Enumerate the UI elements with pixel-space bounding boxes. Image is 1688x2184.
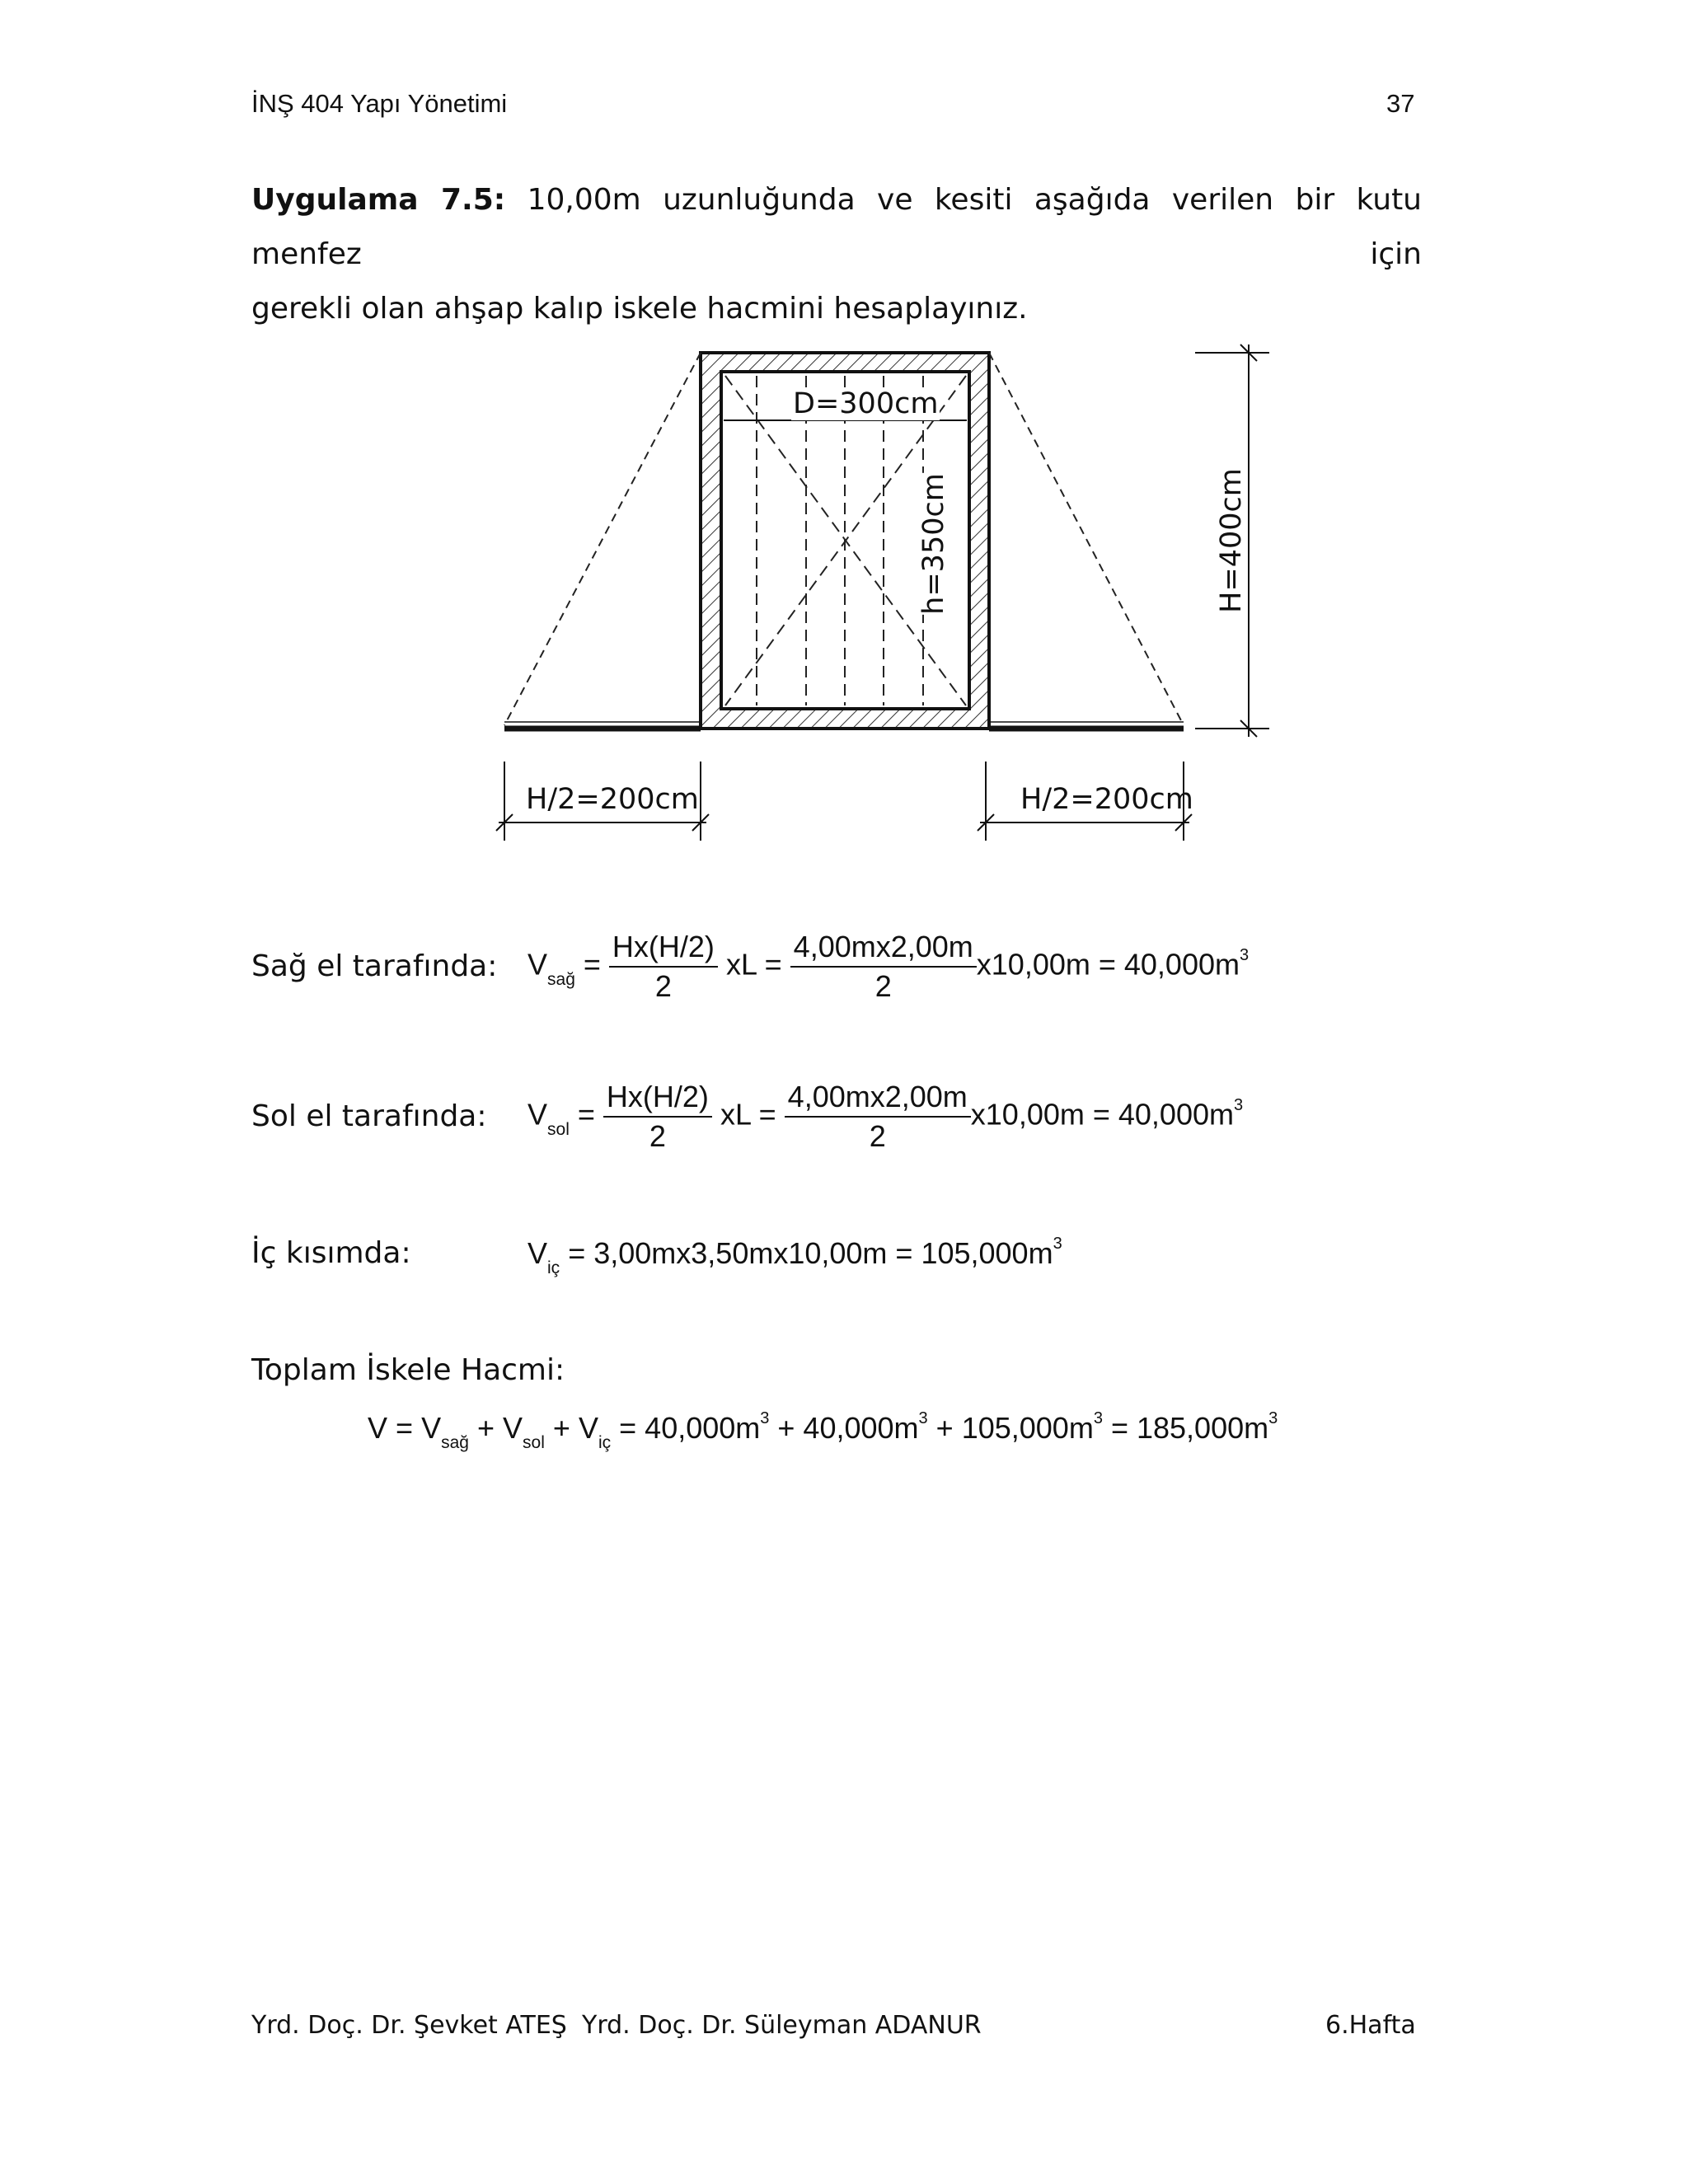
right-base-label: H/2=200cm — [1020, 783, 1193, 816]
footer-author-2: Yrd. Doç. Dr. Süleyman ADANUR — [582, 2011, 982, 2040]
culvert-cross-section-figure — [0, 0, 1688, 907]
problem-text-1: 10,00m uzunluğunda ve kesiti aşağıda verilen bir kutu menfez için — [251, 183, 1422, 271]
width-label: D=300cm — [793, 387, 939, 420]
right-side-equation: $V_{sağ}$ = $\frac{Hx(H/2)}{2}$ xL = $\frac{4,00mx2,00m}{2}$ $x10,00m = 40,000m^3$ — [528, 930, 1250, 1003]
left-fraction-1: $\frac{Hx(H/2)}{2}$ — [603, 1080, 712, 1154]
left-side-equation: $V_{sol}$ = $\frac{Hx(H/2)}{2}$ xL = $\frac{4,00mx2,00m}{2}$ $x10,00m = 40,000m^3$ — [528, 1080, 1244, 1153]
page-number: 37 — [1386, 89, 1415, 118]
footer-week: 6.Hafta — [1325, 2011, 1416, 2040]
total-label: Toplam İskele Hacmi: — [251, 1353, 565, 1387]
problem-label: Uygulama 7.5: — [251, 183, 506, 217]
total-equation: $V = V_{sağ} + V_{sol} + V_{iç} = 40,000m^3 + 40,000m^3 + 105,000m^3 = 185,000m^3$ — [368, 1409, 1278, 1452]
problem-line-2: gerekli olan ahşap kalıp iskele hacmini hesaplayınız. — [251, 292, 1028, 326]
right-side-label: Sağ el tarafında: — [251, 949, 498, 983]
inner-label: İç kısımda: — [251, 1236, 411, 1270]
inner-equation: $V_{iç} = 3,00mx3,50mx10,00m = 105,000m^3$ — [528, 1235, 1062, 1277]
course-header: İNŞ 404 Yapı Yönetimi — [251, 89, 508, 118]
right-fraction-1: $\frac{Hx(H/2)}{2}$ — [609, 930, 718, 1004]
left-side-label: Sol el tarafında: — [251, 1099, 487, 1133]
total-height-label: H=400cm — [1215, 468, 1248, 613]
left-fraction-2: $\frac{4,00mx2,00m}{2}$ — [785, 1080, 971, 1154]
right-fraction-2: $\frac{4,00mx2,00m}{2}$ — [790, 930, 977, 1004]
left-base-label: H/2=200cm — [526, 783, 699, 816]
inner-height-label: h=350cm — [917, 473, 950, 615]
footer-author-1: Yrd. Doç. Dr. Şevket ATEŞ — [251, 2011, 567, 2040]
